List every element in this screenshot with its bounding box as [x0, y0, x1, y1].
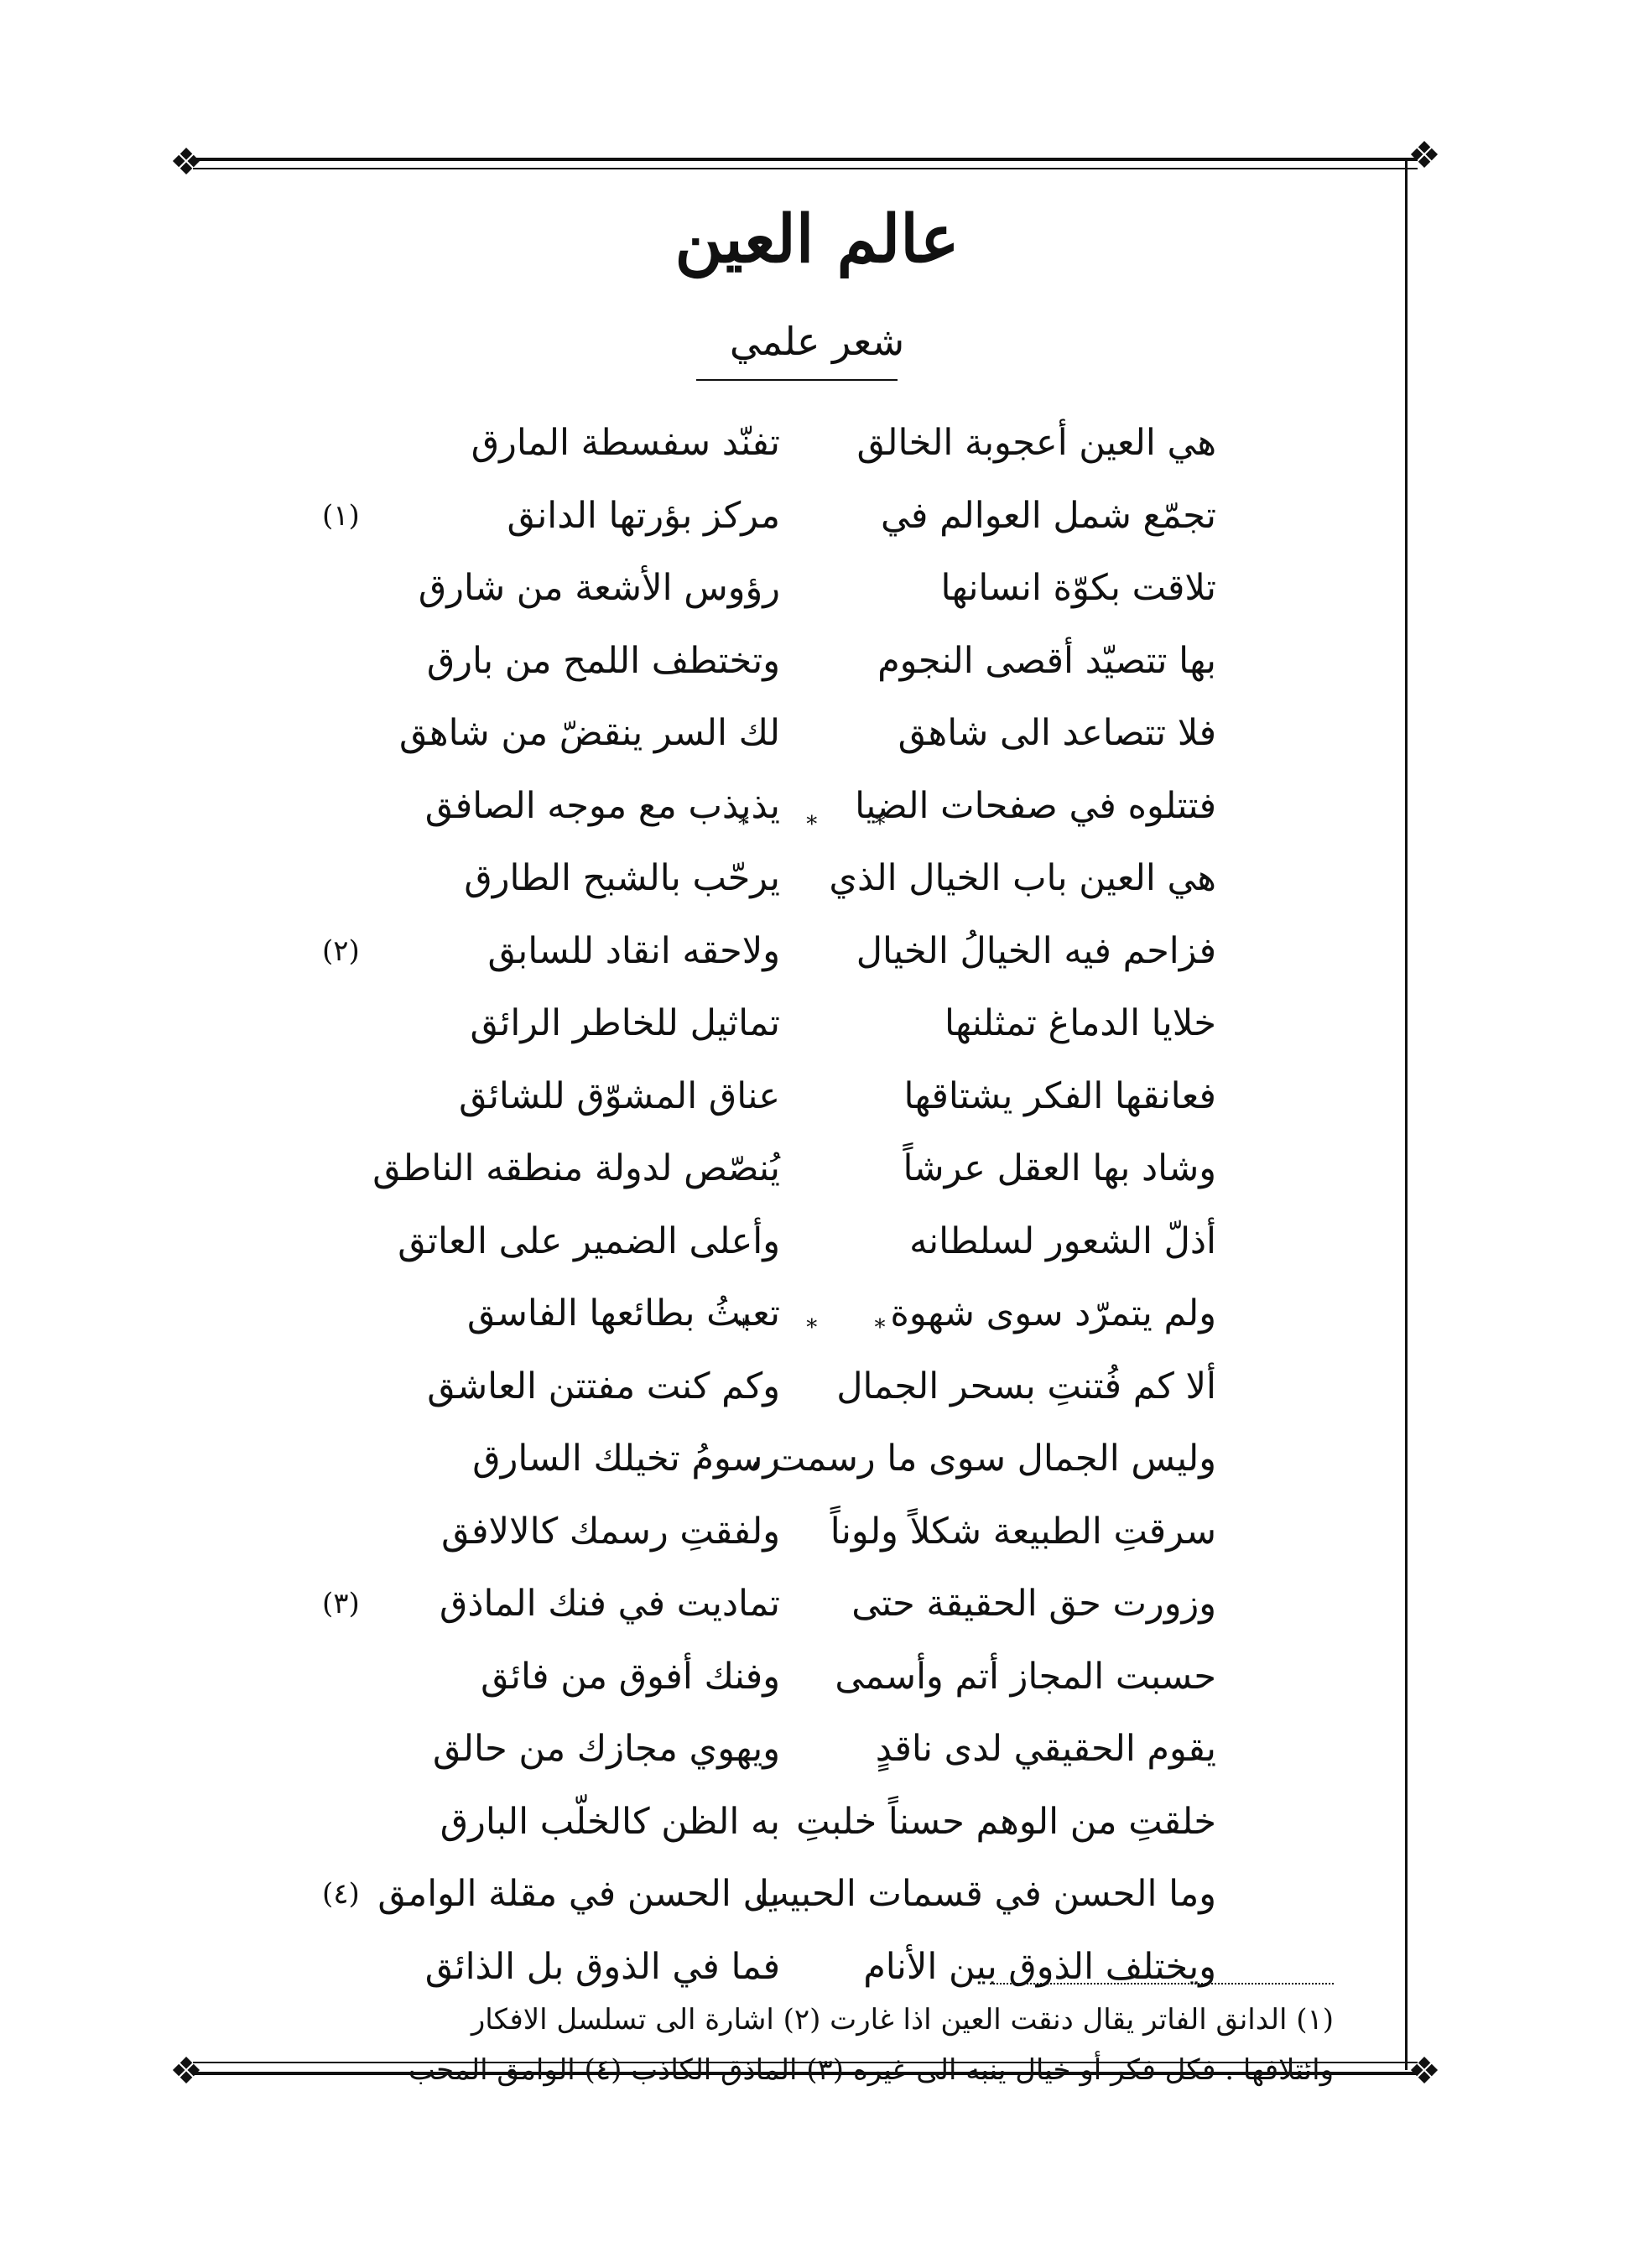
footnote-line: وائتلافها . فكل فكر أو خيال ينبه الى غيره (٣) الماذق الكاذب (٤) الوامق المحب: [408, 2053, 1334, 2087]
subtitle-underline: [696, 379, 898, 381]
first-hemistich: وشاد بها العقل عرشاً: [903, 1147, 1216, 1189]
verse-line: [322, 915, 1216, 988]
second-hemistich: وكم كنت مفتتن العاشق: [427, 1365, 780, 1407]
verse-line: [361, 987, 1216, 1060]
verse-line: [322, 480, 1216, 553]
footnote-marker: (٤): [322, 1877, 360, 1911]
first-hemistich: هي العين باب الخيال الذي: [829, 857, 1216, 899]
second-hemistich: مركز بؤرتها الدانق: [507, 494, 780, 537]
first-hemistich: أذلّ الشعور لسلطانه: [909, 1220, 1216, 1262]
second-hemistich: يرحّب بالشبح الطارق: [464, 857, 780, 899]
verse-line: [361, 1786, 1216, 1859]
verse-line: [361, 1060, 1216, 1133]
verse-line: [361, 1931, 1216, 2004]
footnote-marker: (٣): [322, 1587, 360, 1620]
second-hemistich: يذبذب مع موجه الصافق: [424, 784, 780, 827]
second-hemistich: وفنك أفوق من فائق: [481, 1655, 780, 1698]
verse-line: [361, 407, 1216, 480]
second-hemistich: به الظن كالخلّب البارق: [440, 1800, 780, 1843]
top-rule-thick: [193, 158, 1418, 161]
second-hemistich: ويهوي مجازك من حالق: [433, 1728, 780, 1770]
first-hemistich: تجمّع شمل العوالم في: [881, 494, 1216, 537]
first-hemistich: حسبت المجاز أتم وأسمى: [835, 1655, 1216, 1698]
second-hemistich: عناق المشوّق للشائق: [459, 1074, 780, 1117]
second-hemistich: وأعلى الضمير على العاتق: [398, 1220, 780, 1262]
verse-line: [361, 1496, 1216, 1568]
second-hemistich: رؤوس الأشعة من شارق: [418, 567, 780, 609]
second-hemistich: بل الحسن في مقلة الوامق: [377, 1873, 780, 1915]
top-rule-thin: [193, 168, 1418, 169]
verse-line: [361, 552, 1216, 625]
footnote-marker: (١): [322, 498, 360, 533]
first-hemistich: فعانقها الفكر يشتاقها: [903, 1074, 1216, 1117]
verse-line: [361, 697, 1216, 770]
first-hemistich: وزورت حق الحقيقة حتى: [851, 1583, 1216, 1625]
verse-line: [361, 1132, 1216, 1205]
first-hemistich: تلاقت بكوّة انسانها: [940, 567, 1216, 609]
diamond-ornament-icon: ❖: [1408, 2050, 1441, 2093]
stanza-separator: * * *: [738, 812, 911, 837]
first-hemistich: يقوم الحقيقي لدى ناقدٍ: [875, 1728, 1216, 1770]
diamond-ornament-icon: ❖: [169, 141, 203, 184]
second-hemistich: لك السر ينقضّ من شاهق: [399, 712, 780, 754]
verse-line: [322, 1858, 1216, 1931]
page-title: عالم العين: [674, 201, 960, 278]
second-hemistich: فما في الذوق بل الذائق: [424, 1945, 780, 1988]
second-hemistich: رسومُ تخيلك السارق: [472, 1438, 780, 1480]
footnotes: [243, 1995, 1334, 2095]
first-hemistich: هي العين أعجوبة الخالق: [856, 422, 1216, 464]
verse-line: [361, 1350, 1216, 1423]
second-hemistich: وتختطف اللمح من بارق: [426, 639, 780, 682]
verse-line: [361, 1205, 1216, 1278]
verse-line: [361, 625, 1216, 698]
diamond-ornament-icon: ❖: [1408, 134, 1441, 177]
diamond-ornament-icon: ❖: [169, 2050, 203, 2093]
first-hemistich: سرقتِ الطبيعة شكلاً ولوناً: [830, 1510, 1216, 1553]
first-hemistich: ألا كم فُتنتِ بسحر الجمال: [836, 1365, 1216, 1407]
verse-line: [361, 842, 1216, 915]
stanza-separator: * * *: [738, 1315, 911, 1340]
first-hemistich: وما الحسن في قسمات الحبيب: [754, 1873, 1216, 1915]
first-hemistich: خلقتِ من الوهم حسناً خلبتِ: [796, 1800, 1216, 1843]
first-hemistich: ويختلف الذوق بين الأنام: [863, 1945, 1216, 1988]
second-hemistich: ولاحقه انقاد للسابق: [487, 929, 780, 972]
page-subtitle: شعر علمي: [729, 319, 905, 364]
second-hemistich: تفنّد سفسطة المارق: [471, 422, 780, 464]
second-hemistich: ولفقتِ رسمك كالالافق: [441, 1510, 780, 1553]
poem: [322, 407, 1216, 2003]
second-hemistich: تعبثُ بطائعها الفاسق: [466, 1293, 780, 1334]
footnote-line: (١) الدانق الفاتر يقال دنقت العين اذا غارت (٢) اشارة الى تسلسل الافكار: [471, 2003, 1334, 2037]
verse-line: [361, 1713, 1216, 1786]
first-hemistich: خلايا الدماغ تمثلنها: [944, 1002, 1216, 1044]
verse-line: [322, 1568, 1216, 1641]
verse-line: [361, 1423, 1216, 1496]
first-hemistich: ولم يتمرّد سوى شهوة: [890, 1293, 1216, 1334]
second-hemistich: تماثيل للخاطر الرائق: [470, 1002, 780, 1044]
first-hemistich: فتتلوه في صفحات الضيا: [855, 784, 1216, 827]
footnote-separator: [990, 1983, 1334, 1984]
first-hemistich: فزاحم فيه الخيالُ الخيال: [856, 929, 1216, 972]
right-border-line: [1405, 158, 1408, 2070]
footnote-marker: (٢): [322, 934, 360, 968]
first-hemistich: فلا تتصاعد الى شاهق: [898, 712, 1216, 754]
second-hemistich: يُنصّص لدولة منطقه الناطق: [372, 1147, 780, 1189]
verse-line: [361, 1641, 1216, 1714]
second-hemistich: تماديت في فنك الماذق: [440, 1583, 780, 1625]
first-hemistich: وليس الجمال سوى ما رسمت ،: [748, 1438, 1216, 1480]
first-hemistich: بها تتصيّد أقصى النجوم: [877, 639, 1216, 682]
